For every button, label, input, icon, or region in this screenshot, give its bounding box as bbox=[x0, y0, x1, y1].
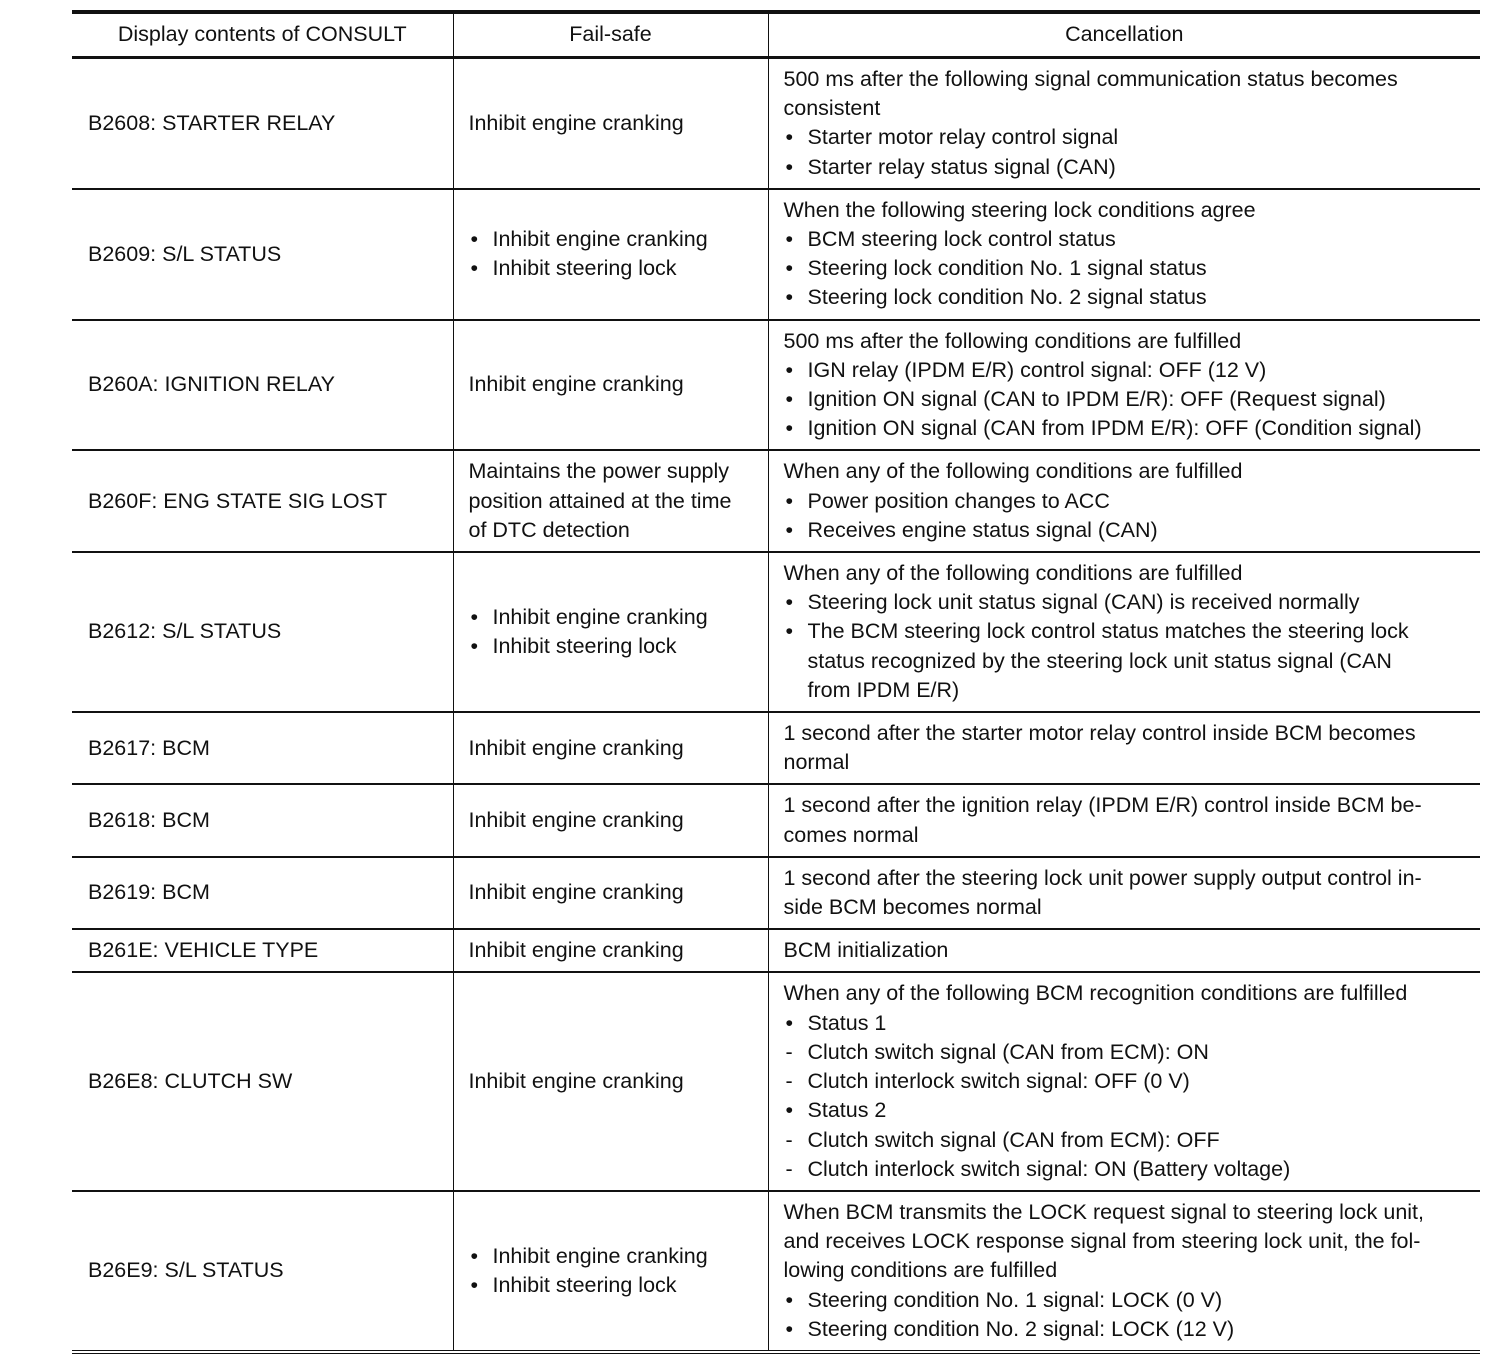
header-consult: Display contents of CONSULT bbox=[72, 12, 453, 58]
cancellation-item-line: Steering lock condition No. 1 signal status bbox=[807, 256, 1207, 281]
list-marker: • bbox=[785, 227, 794, 252]
cancellation-line: and receives LOCK response signal from steering lock unit, the fol- bbox=[783, 1229, 1421, 1254]
cancellation-item-line: Ignition ON signal (CAN from IPDM E/R): OFF (Condition signal) bbox=[807, 416, 1422, 441]
cancellation-item bbox=[784, 123, 1473, 152]
consult-text: B260A: IGNITION RELAY bbox=[88, 372, 335, 397]
list-marker: • bbox=[785, 256, 794, 281]
cell-cancellation bbox=[768, 320, 1480, 451]
bullet-marker: • bbox=[470, 256, 479, 281]
list-marker: - bbox=[785, 1069, 793, 1094]
consult-text: B2612: S/L STATUS bbox=[88, 619, 282, 644]
cancellation-line: 1 second after the steering lock unit power supply output control in- bbox=[783, 865, 1422, 890]
failsafe-bullet-text: Inhibit engine cranking bbox=[492, 1243, 708, 1268]
list-marker: • bbox=[785, 1287, 794, 1312]
cancellation-line: lowing conditions are fulfilled bbox=[783, 1258, 1058, 1283]
consult-text: B26E9: S/L STATUS bbox=[88, 1258, 284, 1283]
cancellation-item-text bbox=[808, 1096, 1473, 1125]
cancellation-item bbox=[784, 356, 1473, 385]
failsafe-line: Inhibit engine cranking bbox=[468, 808, 684, 833]
table-header-row bbox=[72, 12, 1480, 58]
cell-failsafe bbox=[453, 189, 768, 320]
cancellation-item-text bbox=[808, 1286, 1473, 1315]
cell-consult bbox=[72, 929, 453, 972]
failsafe-line: Inhibit engine cranking bbox=[468, 880, 684, 905]
cancellation-item-text bbox=[808, 487, 1473, 516]
cancellation-item-text bbox=[808, 516, 1473, 545]
cancellation-item-text bbox=[808, 414, 1473, 443]
cancellation-item-text bbox=[808, 123, 1473, 152]
list-marker: • bbox=[785, 619, 794, 644]
cell-failsafe bbox=[453, 320, 768, 451]
cancellation-line: 1 second after the ignition relay (IPDM E/R) control inside BCM be- bbox=[783, 793, 1422, 818]
cell-failsafe bbox=[453, 857, 768, 929]
cell-consult bbox=[72, 857, 453, 929]
dtc-failsafe-table bbox=[72, 10, 1480, 1354]
failsafe-line: Inhibit engine cranking bbox=[468, 735, 684, 760]
consult-text: B261E: VEHICLE TYPE bbox=[88, 938, 319, 963]
cancellation-item-line: Receives engine status signal (CAN) bbox=[807, 517, 1158, 542]
cancellation-item-line: Steering lock unit status signal (CAN) is received normally bbox=[807, 590, 1360, 615]
cell-failsafe bbox=[453, 58, 768, 189]
table-row bbox=[72, 857, 1480, 929]
cancellation-item-line: Status 2 bbox=[807, 1098, 887, 1123]
cancellation-item-text bbox=[808, 617, 1473, 705]
consult-text: B2619: BCM bbox=[88, 880, 210, 905]
cell-failsafe bbox=[453, 450, 768, 552]
failsafe-bullet-text: Inhibit steering lock bbox=[492, 634, 677, 659]
cell-cancellation bbox=[768, 784, 1480, 856]
cancellation-line: When any of the following conditions are fulfilled bbox=[783, 459, 1243, 484]
list-marker: • bbox=[785, 357, 794, 382]
cancellation-item-text bbox=[808, 153, 1473, 182]
cell-consult bbox=[72, 712, 453, 784]
cancellation-line: comes normal bbox=[783, 822, 919, 847]
cell-failsafe bbox=[453, 784, 768, 856]
cancellation-item-line: IGN relay (IPDM E/R) control signal: OFF (12 V) bbox=[807, 357, 1267, 382]
cancellation-item bbox=[784, 225, 1473, 254]
failsafe-line: Inhibit engine cranking bbox=[468, 110, 684, 135]
list-marker: • bbox=[785, 517, 794, 542]
failsafe-bullet-text: Inhibit engine cranking bbox=[492, 227, 708, 252]
cell-failsafe bbox=[453, 1191, 768, 1352]
cancellation-item bbox=[784, 588, 1473, 617]
list-marker: • bbox=[785, 125, 794, 150]
failsafe-line: Inhibit engine cranking bbox=[468, 938, 684, 963]
list-marker: • bbox=[785, 416, 794, 441]
cancellation-item-line: Steering lock condition No. 2 signal status bbox=[807, 285, 1207, 310]
cancellation-item-line: Clutch switch signal (CAN from ECM): ON bbox=[807, 1039, 1209, 1064]
cancellation-item bbox=[784, 1286, 1473, 1315]
table-row bbox=[72, 929, 1480, 972]
cancellation-item-line: Starter motor relay control signal bbox=[807, 125, 1119, 150]
cancellation-item bbox=[784, 516, 1473, 545]
cancellation-item-text bbox=[808, 588, 1473, 617]
list-marker: • bbox=[785, 154, 794, 179]
consult-text: B260F: ENG STATE SIG LOST bbox=[88, 488, 388, 513]
list-marker: • bbox=[785, 488, 794, 513]
list-marker: - bbox=[785, 1127, 793, 1152]
cancellation-item-line: BCM steering lock control status bbox=[807, 227, 1116, 252]
cell-consult bbox=[72, 189, 453, 320]
consult-text: B26E8: CLUTCH SW bbox=[88, 1069, 293, 1094]
table-row bbox=[72, 1191, 1480, 1352]
failsafe-line: Inhibit engine cranking bbox=[468, 1069, 684, 1094]
list-marker: • bbox=[785, 1098, 794, 1123]
cell-cancellation bbox=[768, 58, 1480, 189]
cell-failsafe bbox=[453, 929, 768, 972]
cancellation-line: 500 ms after the following conditions are fulfilled bbox=[783, 328, 1242, 353]
list-marker: - bbox=[785, 1039, 793, 1064]
table-row bbox=[72, 972, 1480, 1190]
cancellation-item bbox=[784, 1126, 1473, 1155]
cancellation-item-text bbox=[808, 225, 1473, 254]
cancellation-line: When any of the following BCM recognition conditions are fulfilled bbox=[783, 981, 1408, 1006]
cancellation-item bbox=[784, 1096, 1473, 1125]
cancellation-item-line: from IPDM E/R) bbox=[807, 677, 960, 702]
cancellation-item-text bbox=[808, 254, 1473, 283]
table-row bbox=[72, 784, 1480, 856]
cancellation-line: 500 ms after the following signal communication status becomes bbox=[783, 67, 1398, 91]
table-row bbox=[72, 320, 1480, 451]
cancellation-line: When any of the following conditions are fulfilled bbox=[783, 561, 1243, 586]
cancellation-item bbox=[784, 153, 1473, 182]
consult-text: B2608: STARTER RELAY bbox=[88, 110, 336, 135]
failsafe-bullet-item bbox=[469, 1271, 760, 1300]
failsafe-line: Inhibit engine cranking bbox=[468, 372, 684, 397]
list-marker: - bbox=[785, 1156, 793, 1181]
cell-consult bbox=[72, 58, 453, 189]
consult-text: B2617: BCM bbox=[88, 735, 210, 760]
list-marker: • bbox=[785, 387, 794, 412]
bullet-marker: • bbox=[470, 1272, 479, 1297]
cancellation-item bbox=[784, 1038, 1473, 1067]
cell-cancellation bbox=[768, 929, 1480, 972]
cell-cancellation bbox=[768, 552, 1480, 712]
cancellation-item-line: Clutch interlock switch signal: ON (Battery voltage) bbox=[807, 1156, 1291, 1181]
failsafe-bullet-item bbox=[469, 254, 760, 283]
cell-cancellation bbox=[768, 450, 1480, 552]
table-row bbox=[72, 189, 1480, 320]
cancellation-item-line: Steering condition No. 1 signal: LOCK (0 V) bbox=[807, 1287, 1223, 1312]
cell-cancellation bbox=[768, 857, 1480, 929]
cancellation-item-text bbox=[808, 385, 1473, 414]
bullet-marker: • bbox=[470, 634, 479, 659]
cancellation-item-text bbox=[808, 1038, 1473, 1067]
cancellation-item-text bbox=[808, 1009, 1473, 1038]
cancellation-item-line: Steering condition No. 2 signal: LOCK (12 V) bbox=[807, 1316, 1235, 1341]
cancellation-item bbox=[784, 1067, 1473, 1096]
failsafe-bullet-text: Inhibit engine cranking bbox=[492, 604, 708, 629]
cancellation-item-text bbox=[808, 1155, 1473, 1184]
cancellation-item-text bbox=[808, 1126, 1473, 1155]
cancellation-item-line: Clutch interlock switch signal: OFF (0 V) bbox=[807, 1069, 1190, 1094]
list-marker: • bbox=[785, 1316, 794, 1341]
cell-failsafe bbox=[453, 552, 768, 712]
cancellation-line: BCM initialization bbox=[783, 938, 949, 963]
table-row bbox=[72, 712, 1480, 784]
cell-cancellation bbox=[768, 1191, 1480, 1352]
bullet-marker: • bbox=[470, 227, 479, 252]
cell-cancellation bbox=[768, 189, 1480, 320]
failsafe-bullet-item bbox=[469, 632, 760, 661]
cancellation-item bbox=[784, 1315, 1473, 1344]
cell-consult bbox=[72, 1191, 453, 1352]
cancellation-item bbox=[784, 254, 1473, 283]
cancellation-line: When the following steering lock conditions agree bbox=[783, 197, 1256, 222]
cancellation-item bbox=[784, 1009, 1473, 1038]
cancellation-item-line: Status 1 bbox=[807, 1010, 887, 1035]
failsafe-line: position attained at the time bbox=[468, 488, 732, 513]
cell-consult bbox=[72, 320, 453, 451]
failsafe-bullet-item bbox=[469, 1242, 760, 1271]
failsafe-line: Maintains the power supply bbox=[468, 459, 730, 484]
cell-failsafe bbox=[453, 712, 768, 784]
failsafe-bullet-text: Inhibit steering lock bbox=[492, 256, 677, 281]
cancellation-item-line: Clutch switch signal (CAN from ECM): OFF bbox=[807, 1127, 1220, 1152]
cancellation-item bbox=[784, 487, 1473, 516]
bullet-marker: • bbox=[470, 604, 479, 629]
failsafe-bullet-item bbox=[469, 225, 760, 254]
cancellation-item-line: Power position changes to ACC bbox=[807, 488, 1110, 513]
cancellation-line: When BCM transmits the LOCK request signal to steering lock unit, bbox=[783, 1199, 1424, 1224]
cell-cancellation bbox=[768, 712, 1480, 784]
cell-consult bbox=[72, 784, 453, 856]
cancellation-item-text bbox=[808, 356, 1473, 385]
table-row bbox=[72, 552, 1480, 712]
header-failsafe: Fail-safe bbox=[453, 12, 768, 58]
cancellation-item-line: Starter relay status signal (CAN) bbox=[807, 154, 1116, 179]
table-row bbox=[72, 58, 1480, 189]
header-cancellation: Cancellation bbox=[768, 12, 1480, 58]
cancellation-line: normal bbox=[783, 750, 850, 775]
cancellation-item-line: The BCM steering lock control status matches the steering lock bbox=[807, 619, 1409, 644]
cancellation-item bbox=[784, 283, 1473, 312]
table-row bbox=[72, 450, 1480, 552]
failsafe-bullet-text: Inhibit steering lock bbox=[492, 1272, 677, 1297]
cancellation-line: consistent bbox=[783, 96, 881, 121]
cancellation-item-text bbox=[808, 1067, 1473, 1096]
cell-cancellation bbox=[768, 972, 1480, 1190]
bullet-marker: • bbox=[470, 1243, 479, 1268]
cancellation-item bbox=[784, 1155, 1473, 1184]
cell-consult bbox=[72, 552, 453, 712]
list-marker: • bbox=[785, 285, 794, 310]
cancellation-item bbox=[784, 617, 1473, 705]
cell-consult bbox=[72, 972, 453, 1190]
cancellation-line: 1 second after the starter motor relay control inside BCM becomes bbox=[783, 721, 1416, 746]
cancellation-item-text bbox=[808, 1315, 1473, 1344]
cancellation-item-line: Ignition ON signal (CAN to IPDM E/R): OFF (Request signal) bbox=[807, 387, 1386, 412]
cancellation-item bbox=[784, 385, 1473, 414]
consult-text: B2618: BCM bbox=[88, 808, 210, 833]
cancellation-line: side BCM becomes normal bbox=[783, 895, 1042, 920]
failsafe-line: of DTC detection bbox=[468, 517, 630, 542]
cell-failsafe bbox=[453, 972, 768, 1190]
cancellation-item-line: status recognized by the steering lock unit status signal (CAN bbox=[807, 648, 1392, 673]
list-marker: • bbox=[785, 1010, 794, 1035]
failsafe-bullet-item bbox=[469, 603, 760, 632]
cancellation-item bbox=[784, 414, 1473, 443]
cancellation-item-text bbox=[808, 283, 1473, 312]
consult-text: B2609: S/L STATUS bbox=[88, 241, 282, 266]
list-marker: • bbox=[785, 590, 794, 615]
cell-consult bbox=[72, 450, 453, 552]
